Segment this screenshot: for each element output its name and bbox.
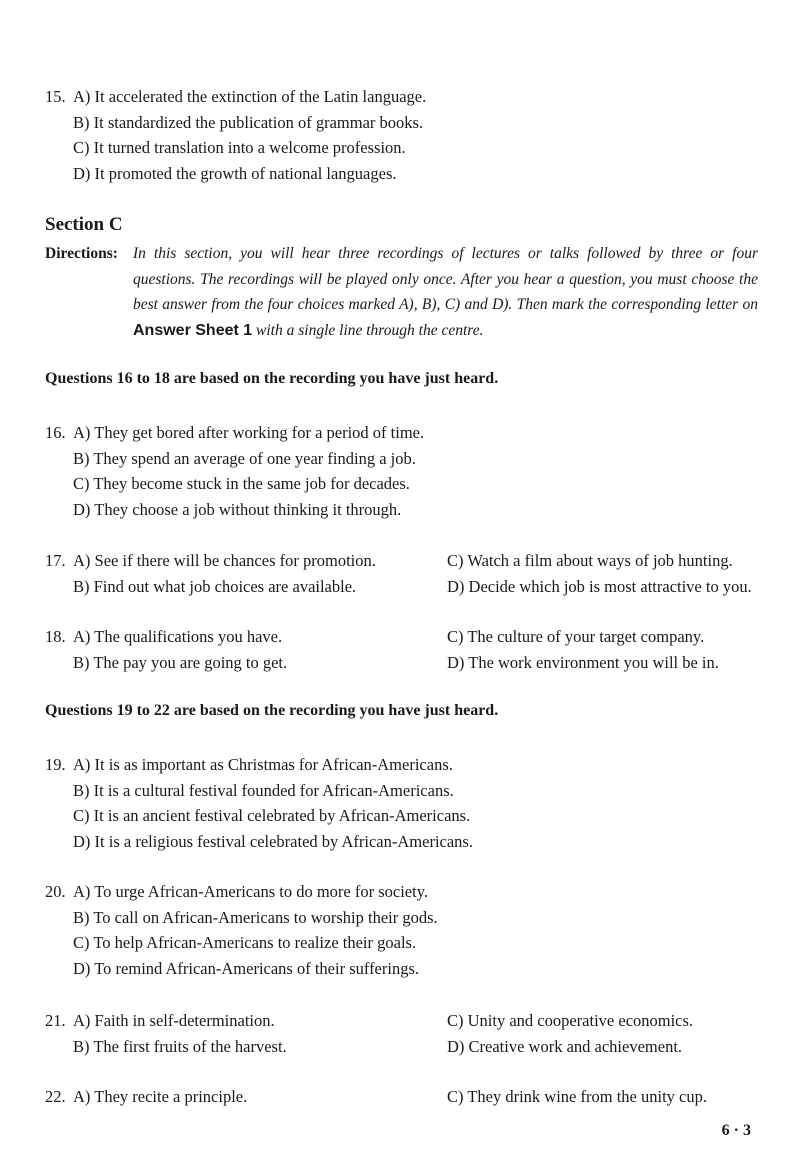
option-d: D) Decide which job is most attractive to you. bbox=[447, 576, 752, 596]
option-b: B) To call on African-Americans to worship their gods. bbox=[73, 907, 438, 927]
option-d: D) They choose a job without thinking it through. bbox=[73, 499, 402, 519]
option-c: C) Unity and cooperative economics. bbox=[447, 1011, 694, 1030]
option-d: D) The work environment you will be in. bbox=[447, 652, 719, 672]
question-20 bbox=[45, 879, 765, 981]
option-c: C) Watch a film about ways of job hunting. bbox=[447, 551, 733, 570]
option-a: A) They get bored after working for a period of time. bbox=[73, 423, 425, 442]
question-number: 20. bbox=[45, 882, 66, 901]
option-a: A) It is as important as Christmas for African-Americans. bbox=[73, 755, 453, 774]
option-a: A) See if there will be chances for promotion. bbox=[73, 551, 376, 570]
option-a: A) To urge African-Americans to do more for society. bbox=[73, 882, 429, 901]
option-d: D) It is a religious festival celebrated by African-Americans. bbox=[73, 831, 473, 851]
question-number: 16. bbox=[45, 423, 66, 442]
option-c: C) To help African-Americans to realize their goals. bbox=[73, 933, 417, 952]
option-c: C) It is an ancient festival celebrated by African-Americans. bbox=[73, 806, 471, 825]
option-c: C) They become stuck in the same job for decades. bbox=[73, 474, 410, 493]
option-b: B) The first fruits of the harvest. bbox=[73, 1036, 287, 1056]
option-b: B) Find out what job choices are available. bbox=[73, 576, 357, 596]
question-number: 19. bbox=[45, 755, 66, 774]
question-15 bbox=[45, 84, 765, 186]
option-a: A) Faith in self-determination. bbox=[73, 1011, 275, 1030]
section-title: Section C bbox=[45, 214, 123, 235]
option-a: A) The qualifications you have. bbox=[73, 627, 283, 646]
question-21 bbox=[45, 1008, 765, 1059]
option-b: B) It standardized the publication of grammar books. bbox=[73, 112, 424, 132]
directions-text: In this section, you will hear three recordings of lectures or talks followed by three or four questions. The recordings will be played only once. After you hear a question, you must choose the best answer from the four choices marked A), B), C) and D). Then mark the corresponding letter on Answer Sheet 1 with a single line through the centre. bbox=[133, 245, 758, 339]
option-b: B) It is a cultural festival founded for African-Americans. bbox=[73, 780, 454, 800]
question-number: 21. bbox=[45, 1011, 66, 1030]
option-d: D) Creative work and achievement. bbox=[447, 1036, 683, 1056]
question-number: 18. bbox=[45, 627, 66, 646]
question-number: 22. bbox=[45, 1087, 66, 1106]
directions-label: Directions: bbox=[45, 245, 118, 262]
option-c: C) They drink wine from the unity cup. bbox=[447, 1087, 707, 1106]
question-number: 15. bbox=[45, 87, 66, 106]
question-16 bbox=[45, 420, 765, 522]
option-b: B) The pay you are going to get. bbox=[73, 652, 288, 672]
option-c: C) The culture of your target company. bbox=[447, 627, 705, 646]
question-22 bbox=[45, 1084, 765, 1110]
question-18 bbox=[45, 624, 765, 675]
question-17 bbox=[45, 548, 765, 599]
answer-sheet-label: Answer Sheet 1 bbox=[133, 321, 253, 339]
question-number: 17. bbox=[45, 551, 66, 570]
option-a: A) It accelerated the extinction of the Latin language. bbox=[73, 87, 427, 106]
option-a: A) They recite a principle. bbox=[73, 1087, 248, 1106]
question-19 bbox=[45, 752, 765, 854]
option-b: B) They spend an average of one year finding a job. bbox=[73, 448, 416, 468]
page-number: 6 · 3 bbox=[721, 1122, 751, 1139]
option-c: C) It turned translation into a welcome profession. bbox=[73, 138, 406, 157]
group-heading-19-22: Questions 19 to 22 are based on the recording you have just heard. bbox=[45, 702, 499, 719]
option-d: D) It promoted the growth of national languages. bbox=[73, 163, 397, 183]
option-d: D) To remind African-Americans of their sufferings. bbox=[73, 958, 420, 978]
group-heading-16-18: Questions 16 to 18 are based on the recording you have just heard. bbox=[45, 370, 499, 387]
